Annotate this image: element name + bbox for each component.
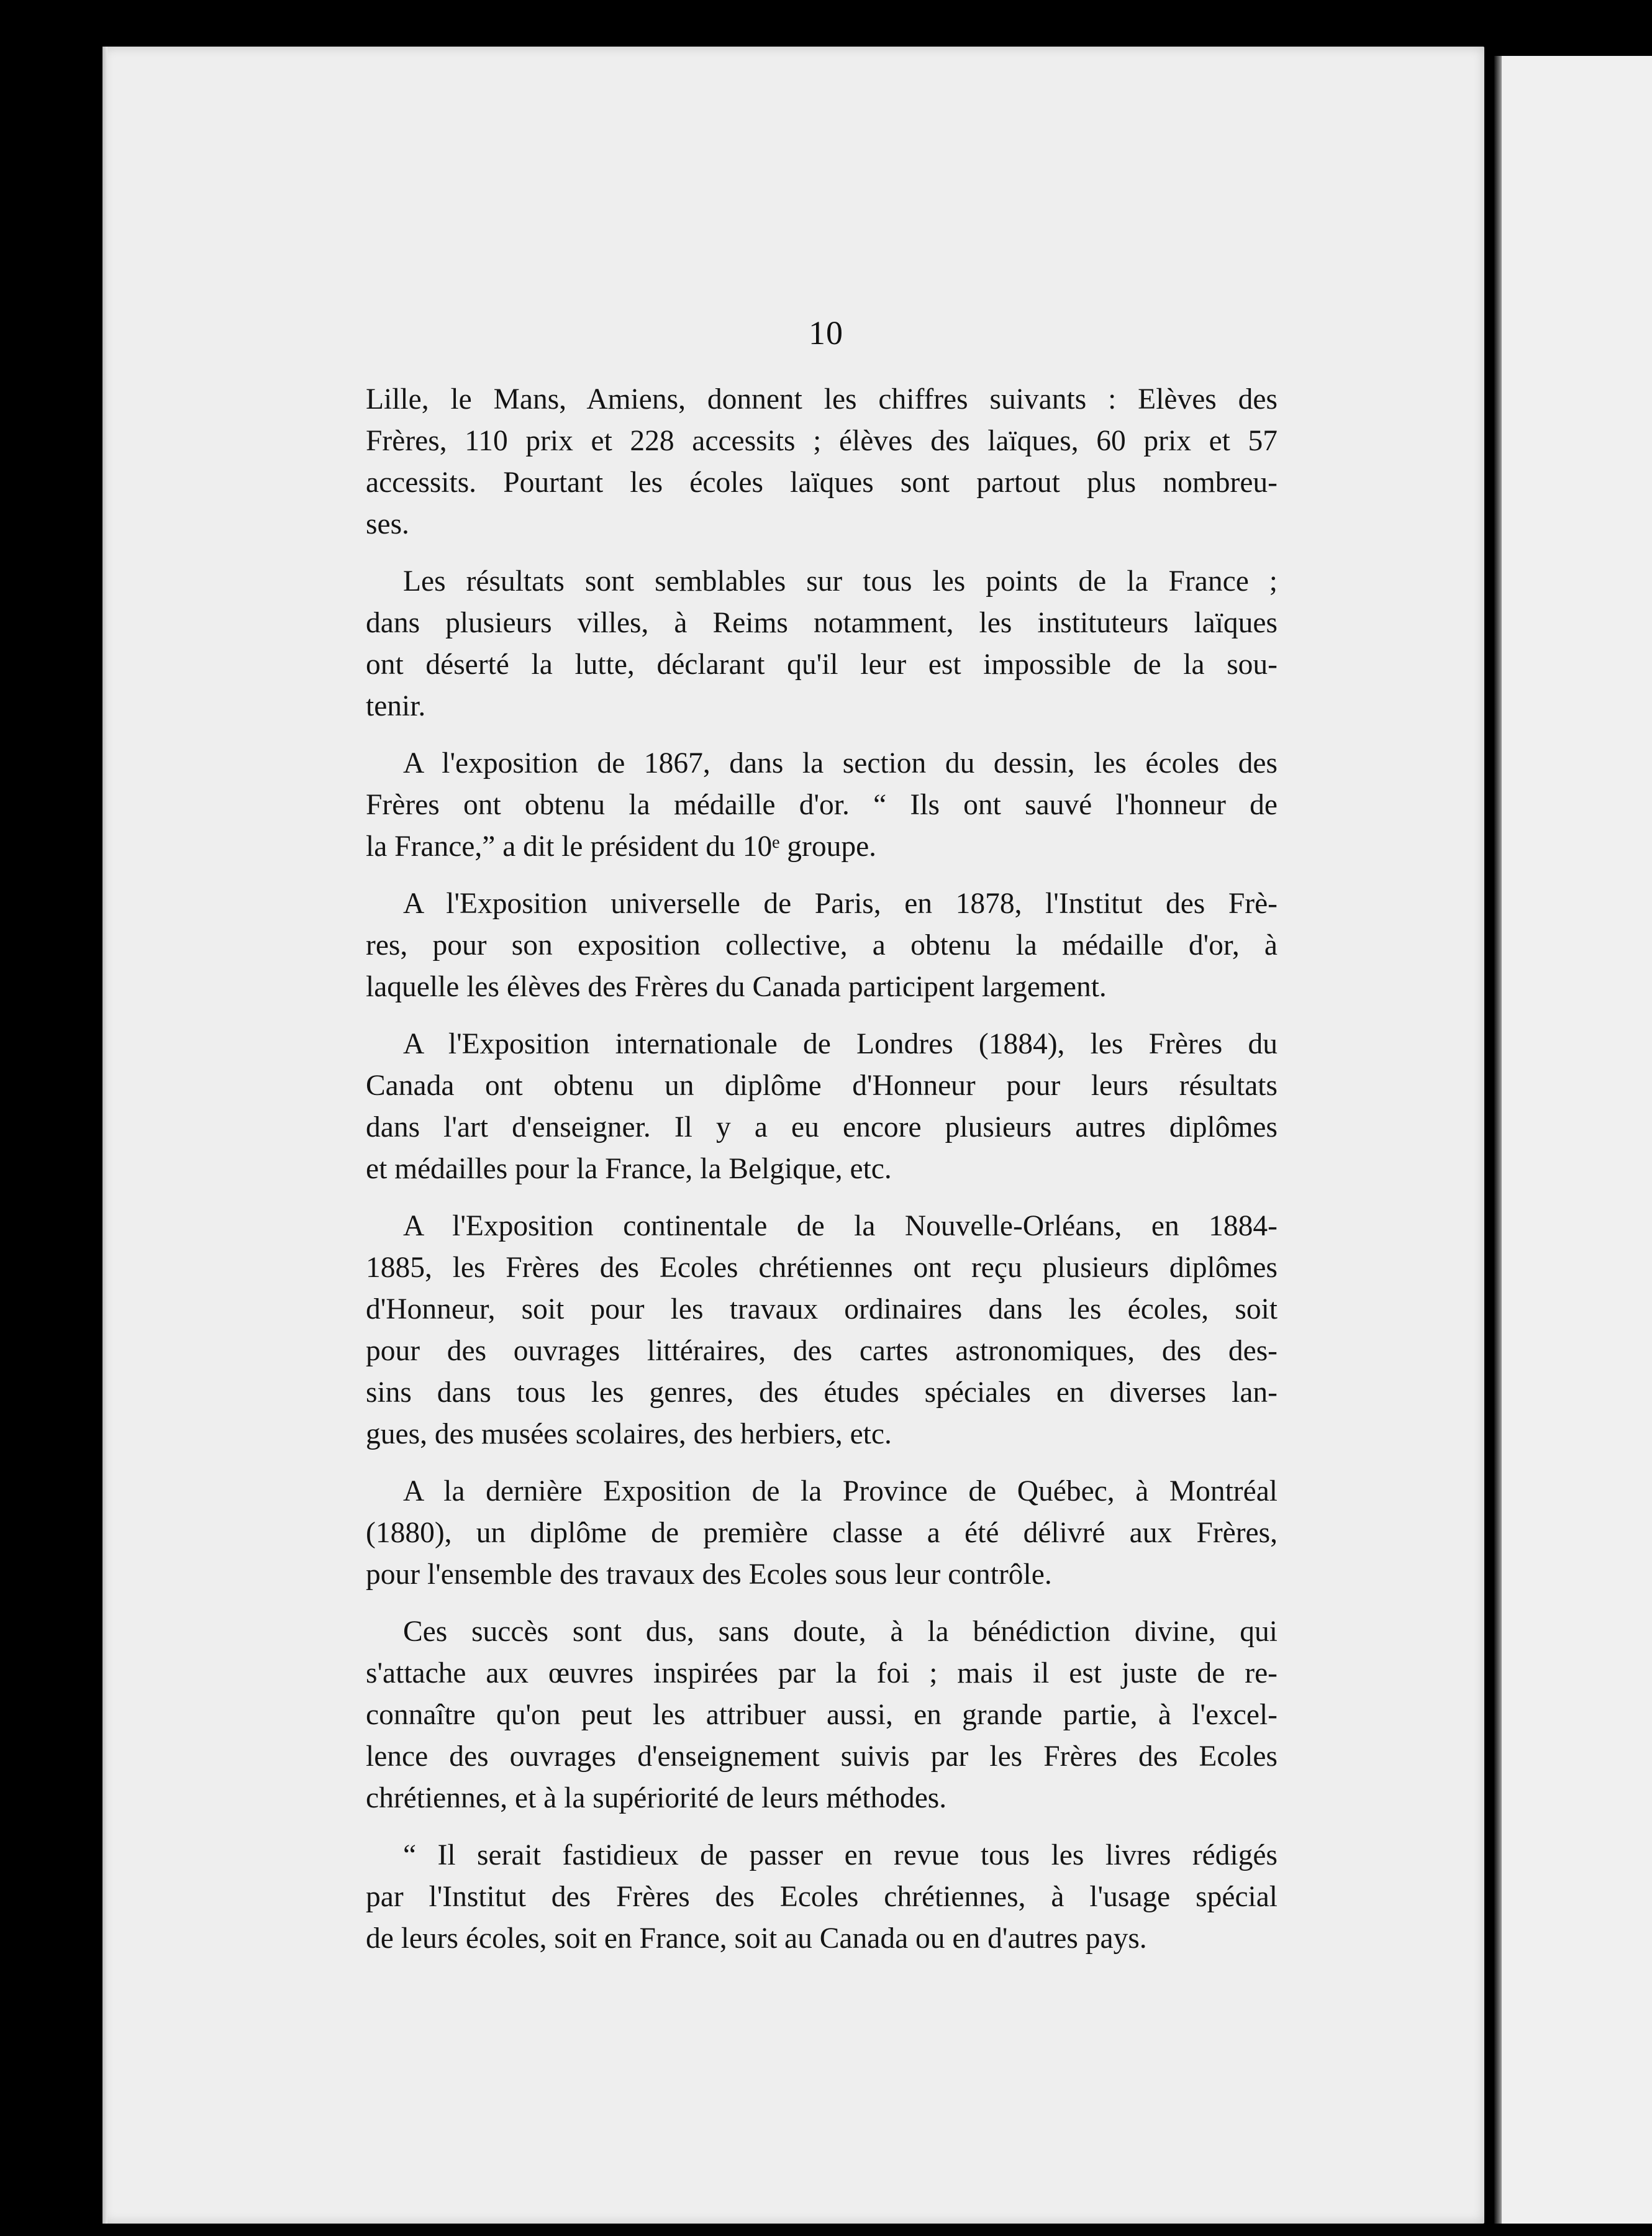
text-line: “ Il serait fastidieux de passer en revue tous les livres rédigés xyxy=(403,1839,1278,1871)
text-line: chrétiennes, et à la supériorité de leurs méthodes. xyxy=(366,1782,947,1814)
text-line: pour des ouvrages littéraires, des cartes astronomiques, des des- xyxy=(366,1335,1278,1367)
text-line: dans l'art d'enseigner. Il y a eu encore plusieurs autres diplômes xyxy=(366,1111,1278,1143)
paragraph xyxy=(366,561,1278,727)
paragraph xyxy=(366,1024,1278,1190)
text-line: d'Honneur, soit pour les travaux ordinaires dans les écoles, soit xyxy=(366,1293,1278,1325)
text-line: lence des ouvrages d'enseignement suivis par les Frères des Ecoles xyxy=(366,1740,1278,1773)
text-line: A la dernière Exposition de la Province de Québec, à Montréal xyxy=(403,1475,1278,1507)
text-line: sins dans tous les genres, des études spéciales en diverses lan- xyxy=(366,1376,1278,1409)
body-text xyxy=(366,379,1278,1975)
text-line: de leurs écoles, soit en France, soit au Canada ou en d'autres pays. xyxy=(366,1922,1147,1955)
text-line: A l'Exposition internationale de Londres (1884), les Frères du xyxy=(403,1028,1278,1060)
text-line: Canada ont obtenu un diplôme d'Honneur pour leurs résultats xyxy=(366,1070,1278,1102)
text-line: Ces succès sont dus, sans doute, à la bénédiction divine, qui xyxy=(403,1616,1278,1648)
paragraph xyxy=(366,379,1278,545)
paragraph xyxy=(366,883,1278,1008)
text-line: s'attache aux œuvres inspirées par la foi ; mais il est juste de re- xyxy=(366,1657,1278,1689)
margin-speck xyxy=(1314,1309,1317,1312)
text-line: 1885, les Frères des Ecoles chrétiennes ont reçu plusieurs diplômes xyxy=(366,1252,1278,1284)
text-line: Les résultats sont semblables sur tous les points de la France ; xyxy=(403,565,1278,598)
text-line: laquelle les élèves des Frères du Canada participent largement. xyxy=(366,971,1107,1003)
text-line: A l'exposition de 1867, dans la section du dessin, les écoles des xyxy=(403,747,1278,779)
paragraph xyxy=(366,1206,1278,1455)
text-line: ont déserté la lutte, déclarant qu'il leur est impossible de la sou- xyxy=(366,648,1278,681)
text-line: la France,” a dit le président du 10ᵉ groupe. xyxy=(366,830,877,863)
text-line: res, pour son exposition collective, a obtenu la médaille d'or, à xyxy=(366,929,1278,961)
paragraph xyxy=(366,1835,1278,1960)
text-line: gues, des musées scolaires, des herbiers, etc. xyxy=(366,1418,892,1450)
text-line: et médailles pour la France, la Belgique, etc. xyxy=(366,1153,892,1185)
text-line: connaître qu'on peut les attribuer aussi, en grande partie, à l'excel- xyxy=(366,1699,1278,1731)
text-line: A l'Exposition universelle de Paris, en 1878, l'Institut des Frè- xyxy=(403,888,1278,920)
text-line: (1880), un diplôme de première classe a été délivré aux Frères, xyxy=(366,1517,1278,1549)
text-line: pour l'ensemble des travaux des Ecoles sous leur contrôle. xyxy=(366,1558,1052,1591)
paragraph xyxy=(366,1471,1278,1596)
text-line: tenir. xyxy=(366,690,426,722)
paragraph xyxy=(366,743,1278,868)
text-line: ses. xyxy=(366,508,409,540)
text-line: Frères ont obtenu la médaille d'or. “ Ils ont sauvé l'honneur de xyxy=(366,789,1278,821)
next-page-sliver xyxy=(1502,56,1652,2224)
text-line: dans plusieurs villes, à Reims notamment, les instituteurs laïques xyxy=(366,607,1278,639)
page-number: 10 xyxy=(809,314,843,352)
text-line: A l'Exposition continentale de la Nouvelle-Orléans, en 1884- xyxy=(403,1210,1278,1242)
text-line: accessits. Pourtant les écoles laïques sont partout plus nombreu- xyxy=(366,466,1278,499)
text-line: Lille, le Mans, Amiens, donnent les chiffres suivants : Elèves des xyxy=(366,383,1278,416)
page-left-edge xyxy=(102,47,107,2224)
text-line: par l'Institut des Frères des Ecoles chrétiennes, à l'usage spécial xyxy=(366,1881,1278,1913)
margin-speck xyxy=(1346,1188,1351,1193)
paragraph xyxy=(366,1611,1278,1819)
text-line: Frères, 110 prix et 228 accessits ; élèves des laïques, 60 prix et 57 xyxy=(366,425,1278,457)
